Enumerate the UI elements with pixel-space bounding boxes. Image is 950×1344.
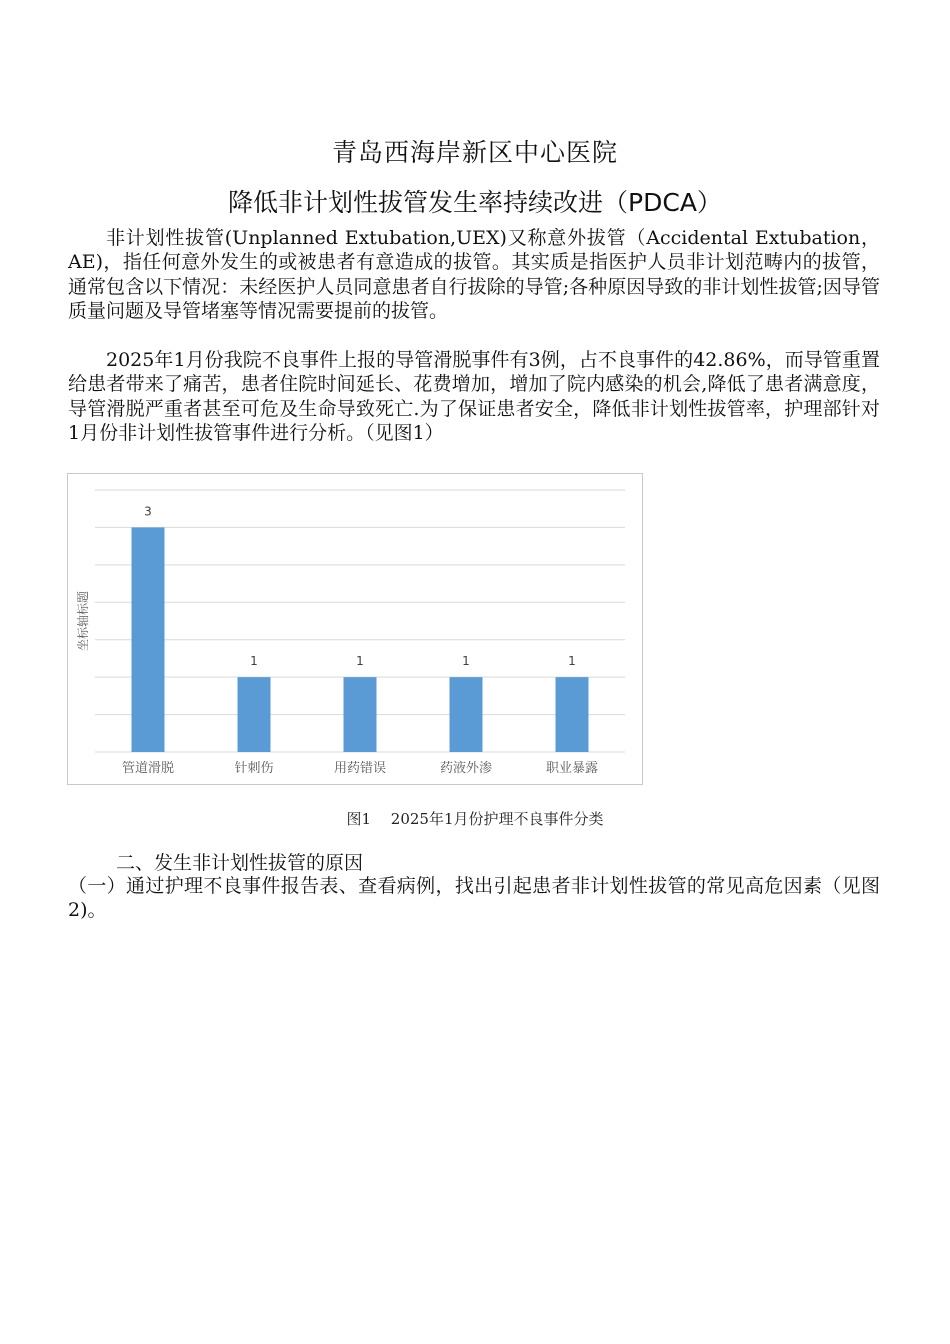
bar-2 [238,677,271,752]
data-label-4: 1 [462,654,470,669]
bar-4 [450,677,483,752]
category-label-3: 用药错误 [333,761,387,776]
category-label-1: 管道滑脱 [121,761,175,776]
y-axis-title: 坐标轴标题 [76,590,90,652]
bar-chart-svg [68,474,644,786]
intro-paragraph: 非计划性拔管(Unplanned Extubation,UEX)又称意外拔管（Accidental Extubation，AE)，指任何意外发生的或被患者有意造成的拔管。其实质是指医护人员非计划范畴内的拔管，通常包含以下情况：未经医护人员同意患者自行拔除的导管;各种原因导致的非计划性拔管;因导管质量问题及导管堵塞等情况需要提前的拔管。 [68,227,880,323]
category-label-5: 职业暴露 [545,761,599,776]
section-heading: 二、发生非计划性拔管的原因 [116,852,364,874]
data-label-2: 1 [250,654,258,669]
figure-caption: 图1 2025年1月份护理不良事件分类 [346,810,604,828]
causes-paragraph: （一）通过护理不良事件报告表、查看病例，找出引起患者非计划性拔管的常见高危因素（见图2)。 [68,875,880,922]
data-label-3: 1 [356,654,364,669]
bar-1 [132,527,165,752]
document-title: 降低非计划性拔管发生率持续改进（PDCA） [228,188,722,217]
figure-1-chart [67,473,643,785]
category-label-4: 药液外渗 [439,761,493,776]
bar-3 [344,677,377,752]
bar-5 [556,677,589,752]
category-label-2: 针刺伤 [234,761,274,776]
statistics-paragraph: 2025年1月份我院不良事件上报的导管滑脱事件有3例，占不良事件的42.86%，而导管重置给患者带来了痛苦，患者住院时间延长、花费增加，增加了院内感染的机会,降低了患者满意度，导管滑脱严重者甚至可危及生命导致死亡.为了保证患者安全，降低非计划性拔管率，护理部针对1月份非计划性拔管事件进行分析。（见图1） [68,349,880,445]
data-label-1: 3 [144,504,152,519]
hospital-title: 青岛西海岸新区中心医院 [331,138,618,167]
data-label-5: 1 [568,654,576,669]
